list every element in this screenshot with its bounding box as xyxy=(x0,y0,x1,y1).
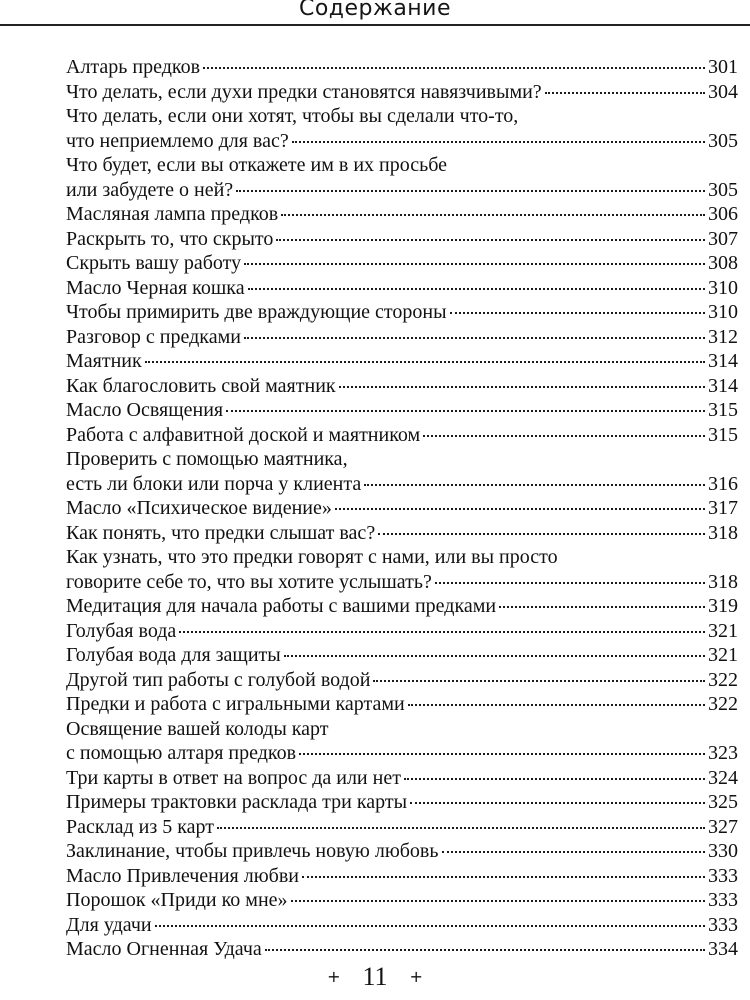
toc-entry xyxy=(66,717,738,766)
toc-entry xyxy=(66,251,738,276)
toc-entry-title: Работа с алфавитной доской и маятником xyxy=(66,423,421,446)
toc-entry-title: Как благословить свой маятник xyxy=(66,374,336,397)
dot-leader xyxy=(155,925,705,927)
dot-leader xyxy=(284,655,705,657)
toc-entry-line xyxy=(66,447,738,472)
toc-entry-line-with-page xyxy=(66,594,738,619)
dot-leader xyxy=(499,606,705,608)
page-number: 11 xyxy=(362,962,388,991)
dot-leader xyxy=(145,361,705,363)
toc-entry-line-with-page xyxy=(66,741,738,766)
header-rule xyxy=(0,24,750,26)
toc-page-number: 305 xyxy=(708,129,738,152)
toc-entry-title: Масло Черная кошка xyxy=(66,276,245,299)
dot-leader xyxy=(244,337,705,339)
toc-entry xyxy=(66,913,738,938)
toc-entry-line-with-page xyxy=(66,864,738,889)
page-number-footer xyxy=(0,962,750,992)
page-title: Содержание xyxy=(298,0,452,21)
toc-entry-title: Освящение вашей колоды карт xyxy=(66,717,329,740)
toc-entry-title: Для удачи xyxy=(66,913,152,936)
toc-entry xyxy=(66,888,738,913)
dot-leader xyxy=(248,288,705,290)
toc-entry-title: Раскрыть то, что скрыто xyxy=(66,227,274,250)
toc-entry-line-with-page xyxy=(66,692,738,717)
toc-page-number: 305 xyxy=(708,178,738,201)
dot-leader xyxy=(217,827,705,829)
toc-page-number: 322 xyxy=(708,693,738,715)
toc-page-number: 325 xyxy=(708,791,738,813)
toc-entry-line-with-page xyxy=(66,423,738,448)
toc-entry xyxy=(66,374,738,399)
dot-leader xyxy=(442,851,706,853)
dot-leader xyxy=(410,802,705,804)
dot-leader xyxy=(281,214,705,216)
toc-page-number: 333 xyxy=(708,913,738,936)
toc-entry-line-with-page xyxy=(66,619,738,644)
toc-entry xyxy=(66,643,738,668)
toc-page-number: 306 xyxy=(708,203,738,225)
toc-entry-title: Голубая вода для защиты xyxy=(66,644,281,666)
toc-entry xyxy=(66,815,738,840)
toc-entry xyxy=(66,300,738,325)
dot-leader xyxy=(378,533,705,535)
toc-entry xyxy=(66,55,738,80)
toc-entry-line-with-page xyxy=(66,496,738,521)
table-of-contents xyxy=(66,55,738,962)
toc-entry xyxy=(66,398,738,423)
dot-leader xyxy=(265,949,705,951)
dot-leader xyxy=(364,484,705,486)
toc-page-number: 315 xyxy=(708,399,738,421)
dot-leader xyxy=(335,508,705,510)
toc-entry xyxy=(66,692,738,717)
toc-page-number: 321 xyxy=(708,644,738,666)
toc-entry-line-with-page xyxy=(66,276,738,301)
dot-leader xyxy=(408,704,705,706)
toc-page-number: 310 xyxy=(708,276,738,299)
toc-entry-line-with-page xyxy=(66,815,738,840)
toc-entry-title: Как узнать, что это предки говорят с нами, или вы просто xyxy=(66,546,558,568)
toc-page-number: 327 xyxy=(708,815,738,838)
toc-entry-line-with-page xyxy=(66,839,738,864)
toc-page-number: 301 xyxy=(708,56,738,78)
toc-entry-line-with-page xyxy=(66,55,738,80)
dot-leader xyxy=(339,386,705,388)
toc-entry-line-with-page xyxy=(66,570,738,595)
toc-entry-title: Примеры трактовки расклада три карты xyxy=(66,791,408,813)
toc-page-number: 333 xyxy=(708,889,738,911)
dot-leader xyxy=(299,753,705,755)
ornament-left-icon: + xyxy=(327,966,341,986)
toc-page-number: 324 xyxy=(708,766,738,789)
dot-leader xyxy=(435,582,705,584)
dot-leader xyxy=(276,239,705,241)
toc-page-number: 314 xyxy=(708,374,738,397)
toc-entry xyxy=(66,937,738,962)
toc-entry xyxy=(66,447,738,496)
toc-entry-line-with-page xyxy=(66,913,738,938)
toc-entry-line-with-page xyxy=(66,398,738,423)
dot-leader xyxy=(450,312,705,314)
toc-page-number: 316 xyxy=(708,472,738,495)
toc-entry-title: Три карты в ответ на вопрос да или нет xyxy=(66,766,401,789)
toc-entry xyxy=(66,545,738,594)
toc-entry xyxy=(66,619,738,644)
toc-entry-title: Разговор с предками xyxy=(66,325,241,348)
dot-leader xyxy=(404,778,705,780)
toc-entry-line-with-page xyxy=(66,129,738,154)
toc-entry-title: Предки и работа с игральными картами xyxy=(66,693,405,715)
toc-entry-title: Заклинание, чтобы привлечь новую любовь xyxy=(66,840,439,862)
toc-entry-title: Алтарь предков xyxy=(66,56,201,78)
toc-entry-title: говорите себе то, что вы хотите услышать? xyxy=(66,570,432,593)
toc-entry-line xyxy=(66,717,738,742)
toc-entry-line-with-page xyxy=(66,300,738,325)
dot-leader xyxy=(292,141,705,143)
toc-entry-line xyxy=(66,104,738,129)
toc-page-number: 330 xyxy=(708,840,738,862)
dot-leader xyxy=(373,680,705,682)
ornament-right-icon: + xyxy=(409,966,423,986)
toc-entry-title: Что делать, если духи предки становятся навязчивыми? xyxy=(66,80,542,103)
toc-entry xyxy=(66,153,738,202)
toc-entry-title: Масло Освящения xyxy=(66,399,224,421)
toc-entry-line-with-page xyxy=(66,374,738,399)
dot-leader xyxy=(545,92,705,94)
toc-entry-line-with-page xyxy=(66,766,738,791)
toc-page-number: 304 xyxy=(708,80,738,103)
toc-entry-line-with-page xyxy=(66,349,738,374)
toc-page-number: 334 xyxy=(708,938,738,960)
toc-entry-title: Скрыть вашу работу xyxy=(66,252,242,274)
toc-entry-line-with-page xyxy=(66,325,738,350)
toc-entry-title: Масло «Психическое видение» xyxy=(66,497,332,519)
toc-entry-title: Голубая вода xyxy=(66,619,177,642)
toc-entry-line-with-page xyxy=(66,521,738,546)
toc-entry-line-with-page xyxy=(66,472,738,497)
toc-entry-line-with-page xyxy=(66,790,738,815)
toc-entry-line-with-page xyxy=(66,668,738,693)
dot-leader xyxy=(203,67,705,69)
toc-entry-title: что неприемлемо для вас? xyxy=(66,129,289,152)
toc-entry-line-with-page xyxy=(66,937,738,962)
toc-page-number: 322 xyxy=(708,668,738,691)
toc-entry-title: Другой тип работы с голубой водой xyxy=(66,668,371,691)
toc-entry-line-with-page xyxy=(66,178,738,203)
toc-page-number: 312 xyxy=(708,325,738,348)
toc-entry xyxy=(66,521,738,546)
dot-leader xyxy=(291,900,705,902)
dot-leader xyxy=(179,631,705,633)
toc-entry xyxy=(66,104,738,153)
toc-entry-title: Проверить с помощью маятника, xyxy=(66,448,348,470)
toc-page-number: 317 xyxy=(708,497,738,519)
toc-entry-title: или забудете о ней? xyxy=(66,178,234,201)
toc-page-number: 307 xyxy=(708,227,738,250)
toc-entry-title: Масляная лампа предков xyxy=(66,203,279,225)
dot-leader xyxy=(423,435,705,437)
toc-page-number: 323 xyxy=(708,742,738,764)
toc-entry xyxy=(66,496,738,521)
toc-entry-title: Что делать, если они хотят, чтобы вы сделали что-то, xyxy=(66,105,519,127)
dot-leader xyxy=(302,876,705,878)
toc-page-number: 310 xyxy=(708,301,738,323)
toc-entry-line-with-page xyxy=(66,251,738,276)
toc-entry xyxy=(66,423,738,448)
toc-entry-title: Чтобы примирить две враждующие стороны xyxy=(66,301,447,323)
toc-entry-title: Масло Привлечения любви xyxy=(66,864,299,887)
dot-leader xyxy=(226,410,705,412)
toc-page-number: 314 xyxy=(708,350,738,372)
toc-entry xyxy=(66,325,738,350)
toc-page-number: 308 xyxy=(708,252,738,274)
toc-entry-line xyxy=(66,545,738,570)
toc-page-number: 319 xyxy=(708,595,738,617)
toc-page-number: 318 xyxy=(708,570,738,593)
dot-leader xyxy=(236,190,705,192)
toc-entry-title: Как понять, что предки слышат вас? xyxy=(66,521,376,544)
toc-entry xyxy=(66,349,738,374)
toc-entry-title: Расклад из 5 карт xyxy=(66,815,214,838)
toc-entry xyxy=(66,864,738,889)
toc-entry xyxy=(66,839,738,864)
toc-entry xyxy=(66,80,738,105)
toc-entry xyxy=(66,594,738,619)
toc-entry-title: Маятник xyxy=(66,350,142,372)
dot-leader xyxy=(244,263,705,265)
toc-entry-line-with-page xyxy=(66,202,738,227)
toc-entry-line-with-page xyxy=(66,888,738,913)
toc-entry xyxy=(66,276,738,301)
toc-entry-title: Масло Огненная Удача xyxy=(66,938,262,960)
toc-page-number: 321 xyxy=(708,619,738,642)
toc-entry xyxy=(66,227,738,252)
toc-entry-line-with-page xyxy=(66,80,738,105)
toc-entry-title: Что будет, если вы откажете им в их просьбе xyxy=(66,154,448,176)
toc-page-number: 333 xyxy=(708,864,738,887)
toc-entry-line-with-page xyxy=(66,227,738,252)
toc-entry-line xyxy=(66,153,738,178)
toc-entry-title: Медитация для начала работы с вашими предками xyxy=(66,595,497,617)
toc-entry xyxy=(66,202,738,227)
toc-entry xyxy=(66,668,738,693)
toc-entry xyxy=(66,790,738,815)
toc-entry-title: есть ли блоки или порча у клиента xyxy=(66,472,362,495)
toc-entry-title: с помощью алтаря предков xyxy=(66,742,297,764)
toc-page-number: 318 xyxy=(708,521,738,544)
toc-entry-title: Порошок «Приди ко мне» xyxy=(66,889,288,911)
toc-page-number: 315 xyxy=(708,423,738,446)
toc-entry xyxy=(66,766,738,791)
toc-entry-line-with-page xyxy=(66,643,738,668)
